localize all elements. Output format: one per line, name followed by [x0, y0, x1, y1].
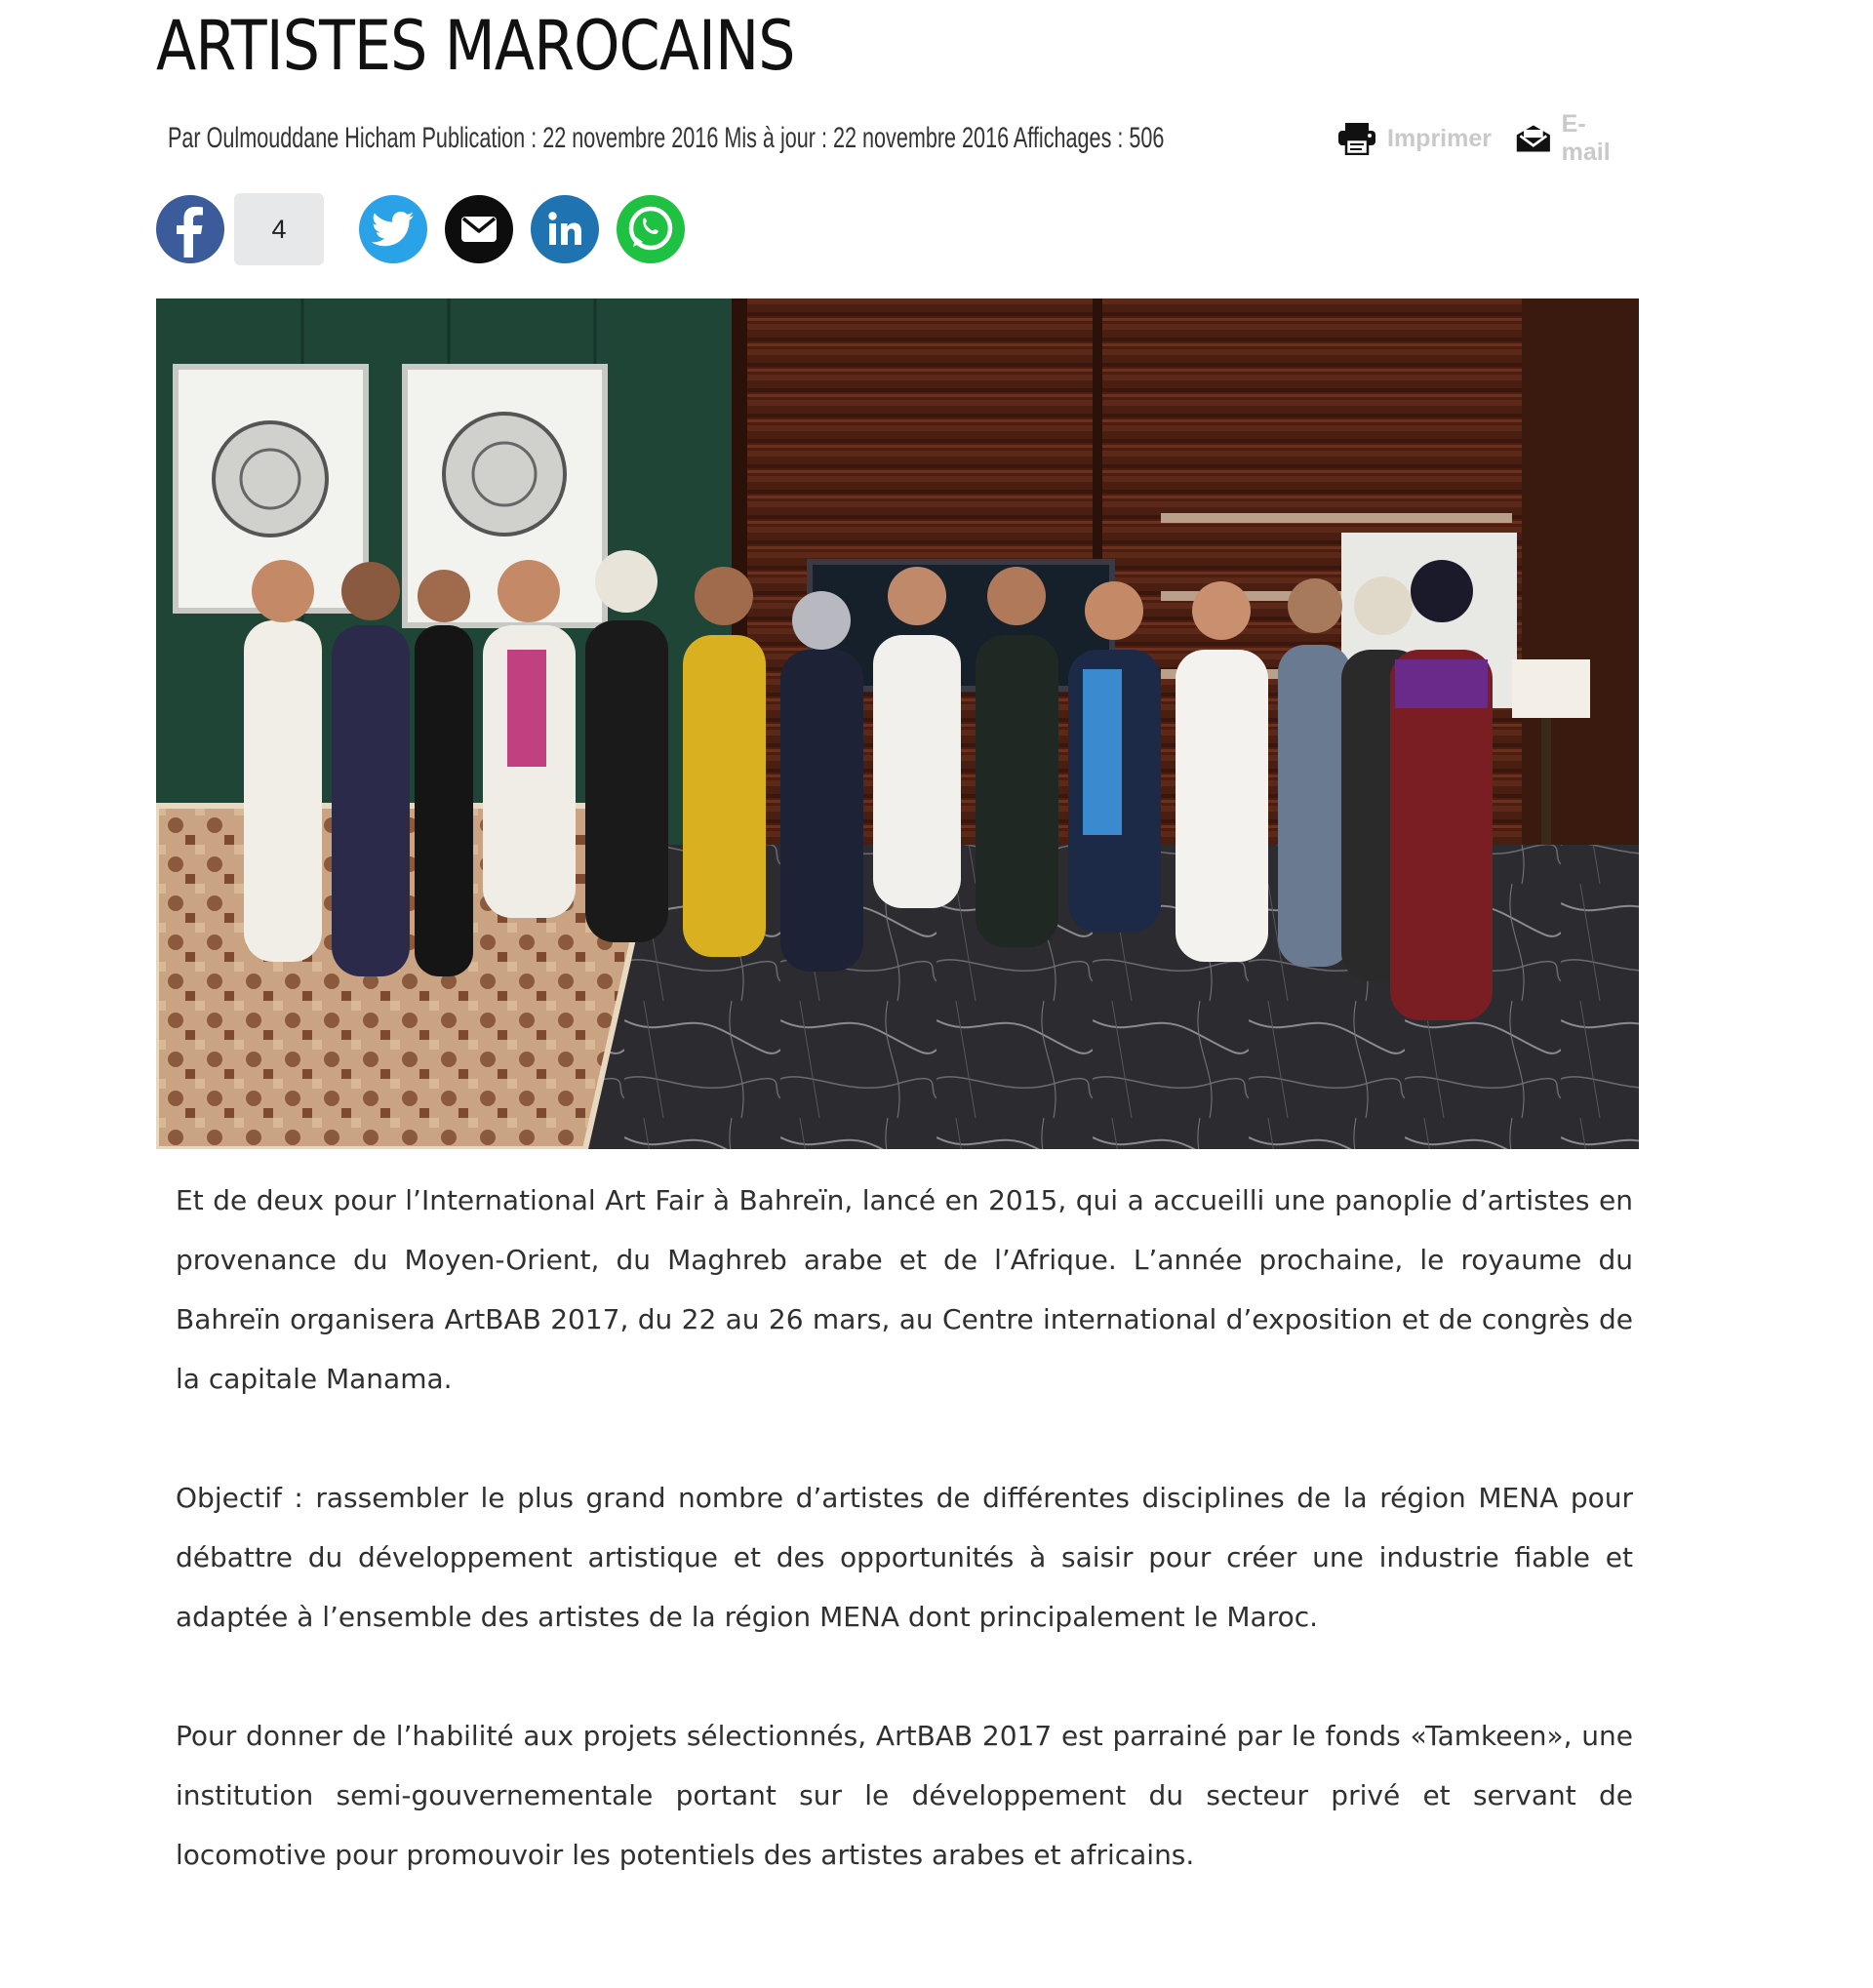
print-label: Imprimer: [1387, 124, 1492, 152]
facebook-icon: [156, 195, 224, 263]
article-photo: [156, 298, 1639, 1149]
article-paragraph: Pour donner de l’habilité aux projets sélectionnés, ArtBAB 2017 est parrainé par le fonds «Tamkeen», une institution semi-gouvernementale portant sur le développement du secteur privé et servant de locomotive pour promouvoir les potentiels des artistes arabes et africains.: [176, 1720, 1633, 1871]
article-meta-text: Par Oulmouddane Hicham Publication : 22 novembre 2016 Mis à jour : 22 novembre 2016 Affichages : 506: [168, 122, 1165, 154]
twitter-icon: [372, 211, 415, 248]
article-paragraph: Objectif : rassembler le plus grand nombre d’artistes de différentes disciplines de la région MENA pour débattre du développement artistique et des opportunités à saisir pour créer une industrie fiable et adaptée à l’ensemble des artistes de la région MENA dont principalement le Maroc.: [176, 1482, 1633, 1633]
article-title: ARTISTES MAROCAINS: [156, 6, 795, 86]
article-actions: [1336, 110, 1651, 166]
linkedin-icon: [531, 195, 599, 263]
twitter-share-button[interactable]: [359, 195, 427, 263]
print-button[interactable]: [1336, 122, 1492, 155]
whatsapp-icon: [617, 195, 685, 263]
article-body: [176, 1171, 1633, 1944]
email-label: E-mail: [1561, 110, 1611, 166]
social-share-bar: [156, 191, 685, 267]
linkedin-share-button[interactable]: [531, 195, 599, 263]
email-button[interactable]: [1515, 110, 1627, 167]
email-share-button[interactable]: [445, 195, 513, 263]
article-paragraph: Et de deux pour l’International Art Fair à Bahreïn, lancé en 2015, qui a accueilli une panoplie d’artistes en provenance du Moyen-Orient, du Maghreb arabe et de l’Afrique. L’année prochaine, le royaume du Bahreïn organisera ArtBAB 2017, du 22 au 26 mars, au Centre international d’exposition et de congrès de la capitale Manama.: [176, 1184, 1633, 1395]
facebook-share-button[interactable]: [156, 195, 224, 263]
printer-icon: [1336, 122, 1377, 155]
envelope-icon: [1515, 123, 1552, 154]
article-meta: [168, 110, 1651, 166]
facebook-share-count: 4: [234, 193, 324, 265]
group-photo-image: [156, 298, 1639, 1149]
email-share-icon: [445, 195, 513, 263]
whatsapp-share-button[interactable]: [617, 195, 685, 263]
